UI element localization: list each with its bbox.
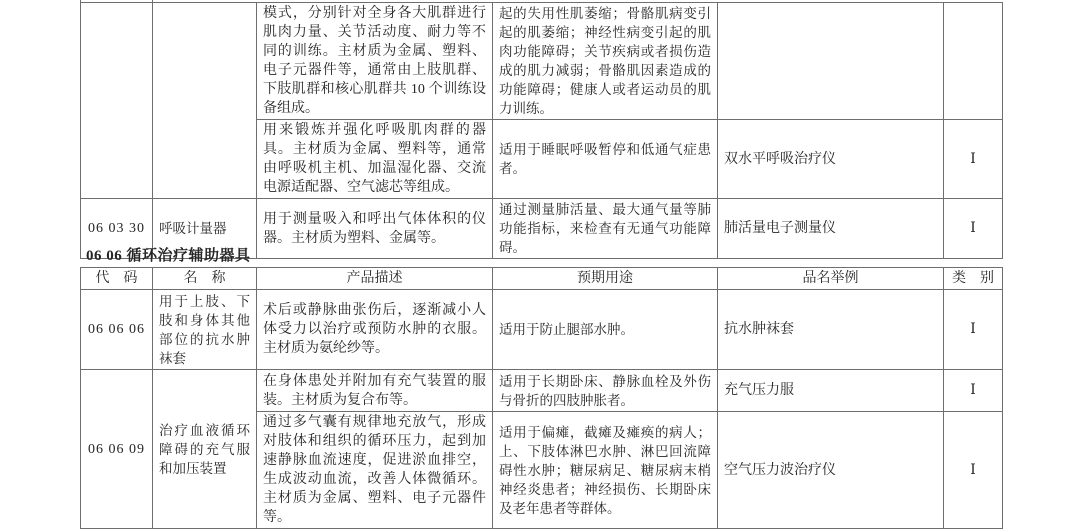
cell-code-empty	[81, 3, 153, 199]
cell-category: Ⅰ	[944, 412, 1003, 529]
header-code: 代 码	[81, 268, 153, 290]
cell-product-description: 通过多气囊有规律地充放气，形成对肢体和组织的循环压力，起到加速静脉血流速度，促进淤血排空，生成波动血流，改善人体微循环。主材质为金属、塑料、电子元器件等。	[257, 412, 493, 529]
classification-table-06-03	[80, 2, 1003, 259]
cell-product-description: 模式，分别针对全身各大肌群进行肌肉力量、关节活动度、耐力等不同的训练。主材质为金属、塑料、电子元器件等，通常由上肢肌群、下肢肌群和核心肌群共 10 个训练设备组成。	[257, 3, 493, 120]
header-intended-use: 预期用途	[493, 268, 718, 290]
cell-category-empty	[944, 3, 1003, 120]
cell-name: 用于上肢、下肢和身体其他部位的抗水肿袜套	[153, 290, 257, 370]
cell-example: 充气压力服	[718, 370, 944, 412]
table-row-06-06-09-a	[81, 370, 1003, 412]
cell-category: Ⅰ	[944, 370, 1003, 412]
cell-code: 06 06 09	[81, 370, 153, 529]
cell-product-description: 在身体患处并附加有充气装置的服装。主材质为复合布等。	[257, 370, 493, 412]
cell-intended-use: 适用于长期卧床、静脉血栓及外伤与骨折的四肢肿胀者。	[493, 370, 718, 412]
table-row-06-06-06	[81, 290, 1003, 370]
classification-table-06-06	[80, 267, 1003, 529]
cell-intended-use: 起的失用性肌萎缩；骨骼肌病变引起的肌萎缩；神经性病变引起的肌肉功能障碍；关节疾病或者损伤造成的肌力减弱；骨骼肌因素造成的功能障碍；健康人或者运动员的肌力训练。	[493, 3, 718, 120]
cell-example-empty	[718, 3, 944, 120]
cell-code: 06 03 30	[81, 199, 153, 259]
cell-category: Ⅰ	[944, 120, 1003, 199]
cell-intended-use: 适用于睡眠呼吸暂停和低通气症患者。	[493, 120, 718, 199]
cell-name: 呼吸计量器	[153, 199, 257, 259]
table-row-continued-a	[81, 3, 1003, 120]
cell-product-description: 术后或静脉曲张伤后，逐渐减小人体受力以治疗或预防水肿的衣服。主材质为氨纶纱等。	[257, 290, 493, 370]
cell-example: 肺活量电子测量仪	[718, 199, 944, 259]
cell-name-empty	[153, 3, 257, 199]
cell-product-description: 用来锻炼并强化呼吸肌肉群的器具。主材质为金属、塑料等，通常由呼吸机主机、加温湿化器、交流电源适配器、空气滤芯等组成。	[257, 120, 493, 199]
cell-intended-use: 适用于防止腿部水肿。	[493, 290, 718, 370]
cell-example: 双水平呼吸治疗仪	[718, 120, 944, 199]
header-examples: 品名举例	[718, 268, 944, 290]
cell-name: 治疗血液循环障碍的充气服和加压装置	[153, 370, 257, 529]
cell-category: Ⅰ	[944, 290, 1003, 370]
cell-product-description: 用于测量吸入和呼出气体体积的仪器。主材质为塑料、金属等。	[257, 199, 493, 259]
table-header-row	[81, 268, 1003, 290]
section-title-06-06: 06 06 循环治疗辅助器具	[86, 248, 251, 264]
cell-example: 空气压力波治疗仪	[718, 412, 944, 529]
cell-intended-use: 适用于偏瘫，截瘫及瘫痪的病人；上、下肢体淋巴水肿、淋巴回流障碍性水肿；糖尿病足、糖尿病末梢神经炎患者；神经损伤、长期卧床及老年患者等群体。	[493, 412, 718, 529]
cell-category: Ⅰ	[944, 199, 1003, 259]
cell-code: 06 06 06	[81, 290, 153, 370]
header-category: 类 别	[944, 268, 1003, 290]
cell-example: 抗水肿袜套	[718, 290, 944, 370]
header-name: 名 称	[153, 268, 257, 290]
header-description: 产品描述	[257, 268, 493, 290]
cell-intended-use: 通过测量肺活量、最大通气量等肺功能指标，来检查有无通气功能障碍。	[493, 199, 718, 259]
